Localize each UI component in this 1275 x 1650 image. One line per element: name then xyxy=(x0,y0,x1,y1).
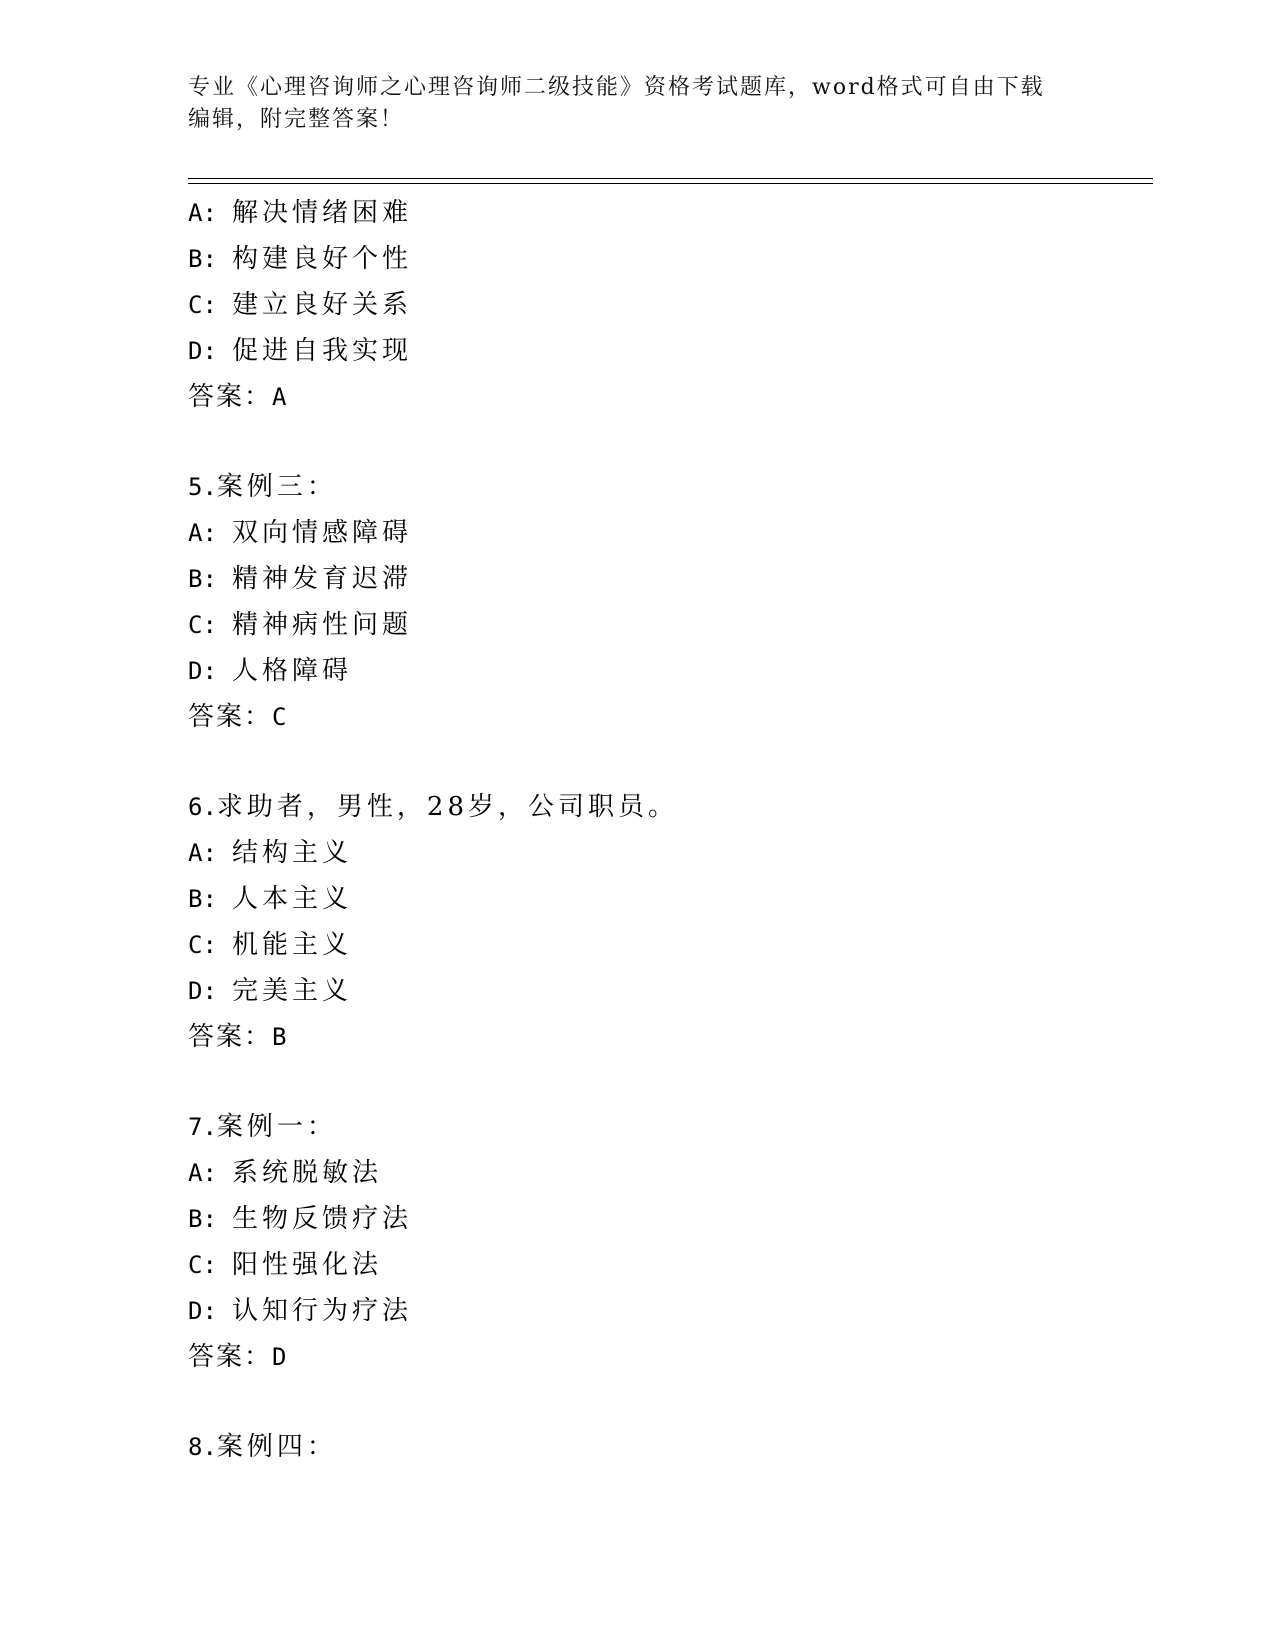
question-number: 5. xyxy=(188,473,217,501)
option-text: 完美主义 xyxy=(232,976,353,1006)
answer-value: C xyxy=(272,703,289,731)
option-text: 结构主义 xyxy=(232,838,353,868)
option-text: 系统脱敏法 xyxy=(232,1158,383,1188)
option-key: B: xyxy=(188,885,217,913)
question-text: 案例四： xyxy=(216,1432,337,1462)
option-text: 认知行为疗法 xyxy=(232,1296,413,1326)
option-key: C: xyxy=(188,291,217,319)
option-d xyxy=(188,648,1088,694)
document-header xyxy=(188,72,1068,136)
spacer xyxy=(188,1380,1088,1424)
option-b xyxy=(188,1196,1088,1242)
option-b xyxy=(188,556,1088,602)
spacer xyxy=(188,1060,1088,1104)
question-text: 案例三： xyxy=(216,472,337,502)
answer-line xyxy=(188,1334,1088,1380)
answer-value: D xyxy=(272,1343,289,1371)
header-line-2: 编辑，附完整答案！ xyxy=(188,107,405,132)
header-divider-top xyxy=(188,178,1153,179)
spacer xyxy=(188,420,1088,464)
option-text: 生物反馈疗法 xyxy=(232,1204,413,1234)
question-block-6 xyxy=(188,784,1088,1060)
option-text: 人格障碍 xyxy=(232,656,353,686)
answer-label: 答案： xyxy=(188,382,273,412)
question-block-8 xyxy=(188,1424,1088,1470)
answer-label: 答案： xyxy=(188,702,273,732)
option-b xyxy=(188,236,1088,282)
option-key: D: xyxy=(188,337,217,365)
option-c xyxy=(188,1242,1088,1288)
answer-line xyxy=(188,374,1088,420)
question-text: 求助者，男性，28岁，公司职员。 xyxy=(216,792,678,822)
option-a xyxy=(188,190,1088,236)
option-key: B: xyxy=(188,565,217,593)
question-title xyxy=(188,1104,1088,1150)
option-d xyxy=(188,1288,1088,1334)
question-number: 6. xyxy=(188,793,217,821)
option-a xyxy=(188,1150,1088,1196)
option-text: 阳性强化法 xyxy=(232,1250,383,1280)
header-line-1: 专业《心理咨询师之心理咨询师二级技能》资格考试题库，word格式可自由下载 xyxy=(188,75,1045,100)
question-block-4 xyxy=(188,190,1088,420)
answer-value: B xyxy=(272,1023,289,1051)
option-text: 构建良好个性 xyxy=(232,244,413,274)
option-text: 建立良好关系 xyxy=(232,290,413,320)
question-block-7 xyxy=(188,1104,1088,1380)
answer-line xyxy=(188,1014,1088,1060)
option-text: 精神发育迟滞 xyxy=(232,564,413,594)
option-key: D: xyxy=(188,657,217,685)
option-key: C: xyxy=(188,931,217,959)
option-key: B: xyxy=(188,1205,217,1233)
question-title xyxy=(188,464,1088,510)
option-key: A: xyxy=(188,519,217,547)
option-text: 人本主义 xyxy=(232,884,353,914)
option-key: C: xyxy=(188,611,217,639)
question-list xyxy=(188,190,1088,1470)
option-a xyxy=(188,830,1088,876)
option-text: 促进自我实现 xyxy=(232,336,413,366)
question-number: 7. xyxy=(188,1113,217,1141)
answer-value: A xyxy=(272,383,289,411)
header-divider-bottom xyxy=(188,183,1153,184)
question-block-5 xyxy=(188,464,1088,740)
option-key: B: xyxy=(188,245,217,273)
option-c xyxy=(188,602,1088,648)
option-text: 精神病性问题 xyxy=(232,610,413,640)
question-text: 案例一： xyxy=(216,1112,337,1142)
option-text: 解决情绪困难 xyxy=(232,198,413,228)
answer-label: 答案： xyxy=(188,1022,273,1052)
option-key: D: xyxy=(188,977,217,1005)
option-d xyxy=(188,328,1088,374)
answer-label: 答案： xyxy=(188,1342,273,1372)
option-d xyxy=(188,968,1088,1014)
option-key: A: xyxy=(188,1159,217,1187)
option-text: 双向情感障碍 xyxy=(232,518,413,548)
option-text: 机能主义 xyxy=(232,930,353,960)
option-b xyxy=(188,876,1088,922)
option-key: C: xyxy=(188,1251,217,1279)
answer-line xyxy=(188,694,1088,740)
question-number: 8. xyxy=(188,1433,217,1461)
spacer xyxy=(188,740,1088,784)
question-title xyxy=(188,1424,1088,1470)
option-c xyxy=(188,922,1088,968)
option-key: D: xyxy=(188,1297,217,1325)
option-key: A: xyxy=(188,839,217,867)
option-c xyxy=(188,282,1088,328)
option-key: A: xyxy=(188,199,217,227)
question-title xyxy=(188,784,1088,830)
option-a xyxy=(188,510,1088,556)
